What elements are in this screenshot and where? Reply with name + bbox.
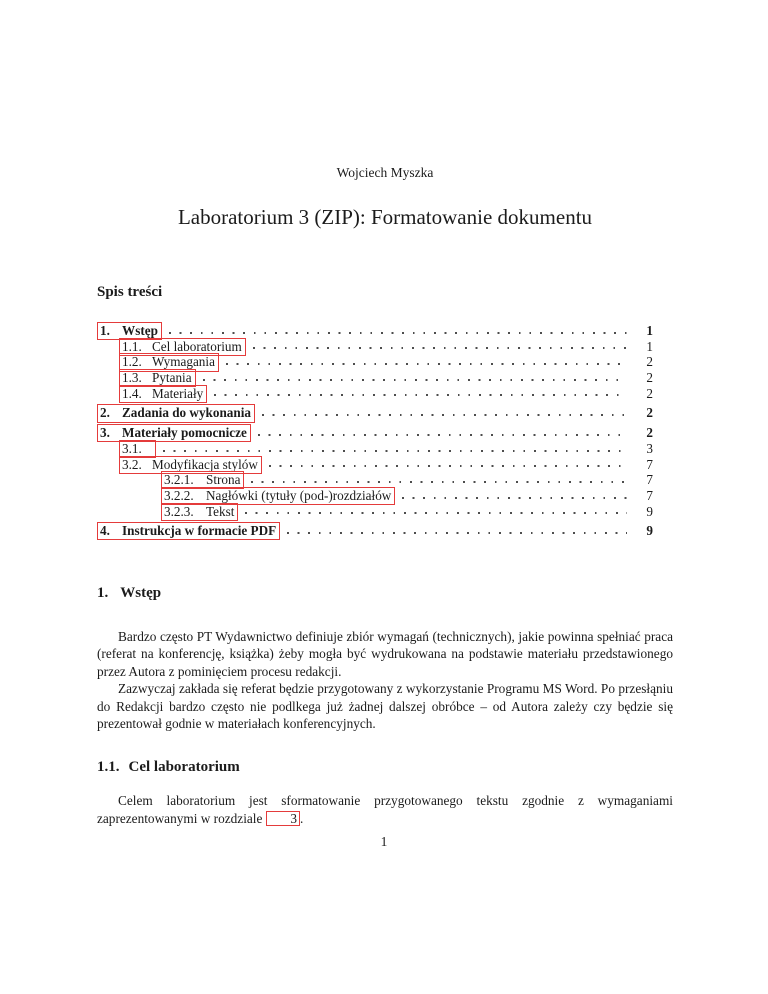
document-content [97,0,673,827]
toc-row [97,353,673,369]
subsection-heading-1-1 [97,759,673,775]
toc-page-number: 1 [646,323,653,338]
section-number: 1. [97,584,109,601]
toc-entry-title: Instrukcja w formacie PDF [122,523,277,539]
table-of-contents [97,322,673,538]
subsection-title: Cel laboratorium [128,759,240,776]
toc-entry-number: 1.4. [122,385,142,401]
toc-dot-leader [163,450,627,452]
toc-entry-title: Nagłówki (tytuły (pod-)rozdziałów [206,487,392,503]
chapter-ref-link[interactable]: 3 [266,811,300,826]
toc-page-number: 3 [646,440,653,456]
toc-page-number: 9 [646,523,653,539]
toc-dot-leader [262,414,627,416]
toc-page-number: 1 [646,338,653,354]
toc-page-number: 2 [646,370,653,386]
toc-row [97,404,673,420]
toc-dot-leader [169,332,627,334]
toc-entry-title: Wstęp [122,323,158,338]
toc-row [97,385,673,401]
paragraph-goal [97,792,673,827]
toc-page-number: 7 [646,487,653,503]
toc-page-number: 2 [646,425,653,441]
toc-entry-title: Pytania [152,370,192,386]
toc-entry-number: 3.2. [122,456,142,472]
toc-entry-number: 2. [100,405,110,421]
toc-row [97,487,673,503]
toc-dot-leader [269,465,627,467]
toc-entry-title: Zadania do wykonania [122,405,251,421]
toc-page-number: 2 [646,354,653,370]
paragraph-intro-1: Bardzo często PT Wydawnictwo definiuje zbiór wymagań (technicznych), jakie powinna spełniać praca (referat na konferencję, książka) żeby mogła być wydrukowana na podstawie materiału przedstawionego przez Autora z pominięciem procesu redakcji. [97,628,673,679]
toc-row [97,369,673,385]
toc-entry-number: 1.2. [122,354,142,370]
toc-row [97,322,673,338]
toc-dot-leader [203,379,627,381]
toc-link-3-2-3[interactable] [161,503,238,521]
toc-entry-number: 3.2.3. [164,503,194,519]
toc-page-number: 9 [646,503,653,519]
toc-dot-leader [214,394,627,396]
toc-entry-number: 3.2.1. [164,472,194,488]
toc-entry-number: 3.1. [122,440,142,456]
toc-row [97,338,673,354]
toc-row [97,456,673,472]
toc-entry-title: Tekst [206,503,235,519]
toc-page-number: 7 [646,456,653,472]
toc-dot-leader [287,532,627,534]
toc-dot-leader [402,497,627,499]
paragraph-goal-text: Celem laboratorium jest sformatowanie przygotowanego tekstu zgodnie z wymaganiami zaprezentowanymi w rozdziale [97,793,673,826]
toc-heading: Spis treści [97,284,163,300]
toc-row [97,522,673,538]
toc-dot-leader [226,363,627,365]
toc-entry-number: 3. [100,425,110,441]
paragraph-intro-2: Zazwyczaj zakłada się referat będzie przygotowany z wykorzystanie Programu MS Word. Po przesłąniu do Redakcji bardzo często nie podlkega już żadnej dalszej obróbce – od Autora zależy czy będzie się prezentował godnie w materiałach konferencyjnych. [97,681,673,731]
toc-entry-number: 1.3. [122,370,142,386]
toc-entry-number: 4. [100,523,110,539]
toc-dot-leader [253,347,627,349]
toc-row [97,424,673,440]
page-number-footer: 1 [380,834,388,849]
toc-link-4[interactable] [97,522,280,540]
toc-row [97,471,673,487]
toc-entry-title: Materiały [152,385,204,401]
toc-entry-title: Strona [206,472,241,488]
toc-page-number: 2 [646,385,653,401]
toc-dot-leader [251,481,627,483]
toc-dot-leader [258,434,627,436]
document-title: Laboratorium 3 (ZIP): Formatowanie dokumentu [177,205,593,229]
subsection-number: 1.1. [97,759,120,776]
toc-link-1-4[interactable] [119,385,207,403]
toc-page-number: 7 [646,472,653,488]
toc-entry-title: Wymagania [152,354,215,370]
toc-dot-leader [245,512,627,514]
toc-entry-title: Cel laboratorium [152,338,242,354]
toc-entry-title: Modyfikacja stylów [152,456,258,472]
toc-link-2[interactable] [97,404,255,422]
toc-entry-number: 1.1. [122,338,142,354]
toc-page-number: 2 [646,405,653,421]
author-name: Wojciech Myszka [336,165,434,180]
toc-entry-title: Materiały pomocnicze [122,425,247,441]
toc-entry-number: 3.2.2. [164,487,194,503]
section-heading-1 [97,585,673,601]
toc-entry-number: 1. [100,323,110,338]
paragraph-goal-period: . [300,810,304,826]
section-title: Wstęp [120,584,162,601]
